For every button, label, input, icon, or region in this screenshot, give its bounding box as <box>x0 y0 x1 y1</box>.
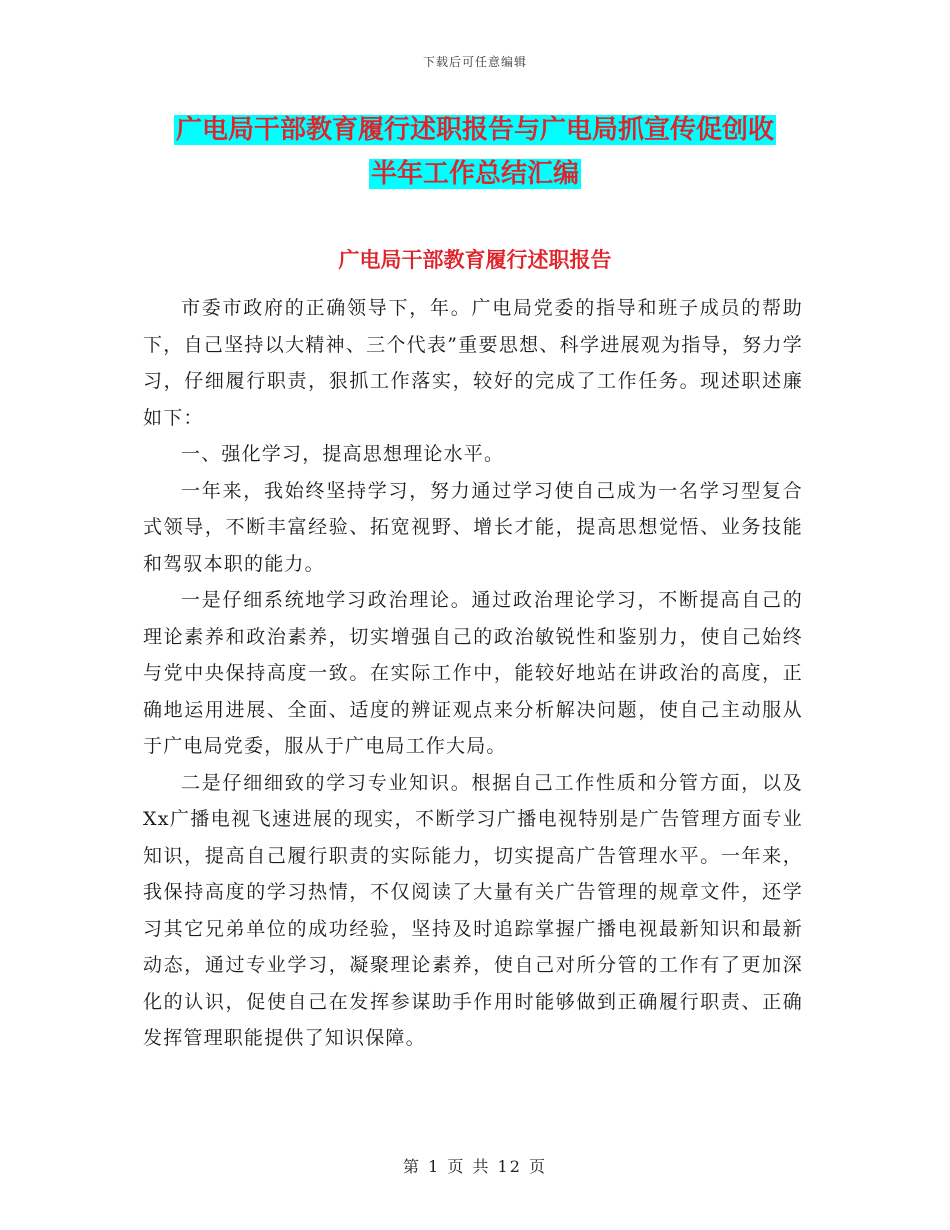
paragraph: 一、强化学习，提高思想理论水平。 <box>181 443 505 465</box>
paragraph: 二是仔细细致的学习专业知识。根据自己工作性质和分管方面，以及Xx广播电视飞速进展的现实，不断学习广播电视特别是广告管理方面专业知识，提高自己履行职责的实际能力，切实提高广告管理水平。一年来，我保持高度的学习热情，不仅阅读了大量有关广告管理的规章文件，还学习其它兄弟单位的成功经验，坚持及时追踪掌握广播电视最新知识和最新动态，通过专业学习，凝聚理论素养，使自己对所分管的工作有了更加深化的认识，促使自己在发挥参谋助手作用时能够做到正确履行职责、正确发挥管理职能提供了知识保障。 <box>143 771 803 1049</box>
page-footer: 第 1 页 共 12 页 <box>403 1157 547 1176</box>
document-title <box>0 108 950 196</box>
paragraph: 市委市政府的正确领导下，年。广电局党委的指导和班子成员的帮助下，自己坚持以大精神、三个代表”重要思想、科学进展观为指导，努力学习，仔细履行职责，狠抓工作落实，较好的完成了工作任务。现述职述廉如下： <box>143 297 803 429</box>
title-line-2: 半年工作总结汇编 <box>370 159 579 189</box>
section-title: 广电局干部教育履行述职报告 <box>338 248 612 272</box>
title-line-1: 广电局干部教育履行述职报告与广电局抓宣传促创收 <box>175 115 774 145</box>
header-note: 下载后可任意编辑 <box>422 55 527 69</box>
paragraph: 一年来，我始终坚持学习，努力通过学习使自己成为一名学习型复合式领导，不断丰富经验、拓宽视野、增长才能，提高思想觉悟、业务技能和驾驭本职的能力。 <box>143 479 803 575</box>
paragraph: 一是仔细系统地学习政治理论。通过政治理论学习，不断提高自己的理论素养和政治素养，切实增强自己的政治敏锐性和鉴别力，使自己始终与党中央保持高度一致。在实际工作中，能较好地站在讲政治的高度，正确地运用进展、全面、适度的辨证观点来分析解决问题，使自己主动服从于广电局党委，服从于广电局工作大局。 <box>143 589 803 757</box>
body-text <box>143 290 803 1057</box>
